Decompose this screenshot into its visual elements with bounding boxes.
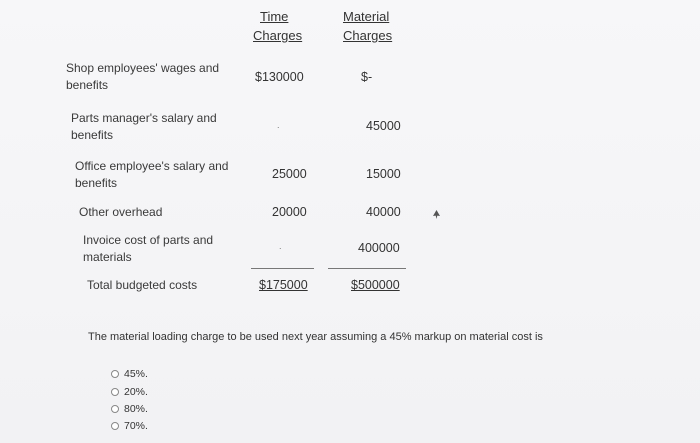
radio-button[interactable] xyxy=(111,405,119,413)
row-label-total: Total budgeted costs xyxy=(87,278,198,292)
material-header-line1: Material xyxy=(343,9,390,24)
row-label-line1: Invoice cost of parts and xyxy=(83,233,214,247)
row-label-line1: Office employee's salary and xyxy=(75,159,229,173)
material-value-shop-wages: $- xyxy=(361,70,373,84)
material-value-other-overhead: 40000 xyxy=(366,205,401,219)
radio-button[interactable] xyxy=(111,388,119,396)
time-value-parts-manager: . xyxy=(277,120,280,130)
choice-label: 80%. xyxy=(124,403,148,415)
choice-label: 70%. xyxy=(124,420,148,432)
time-value-office-employee: 25000 xyxy=(272,167,307,181)
row-label-line2: benefits xyxy=(66,78,109,92)
row-label-line2: materials xyxy=(83,250,132,264)
radio-button[interactable] xyxy=(111,370,119,378)
row-label-line1: Shop employees' wages and xyxy=(66,61,220,75)
choice-label: 20%. xyxy=(124,386,148,398)
time-value-invoice-cost: . xyxy=(279,241,282,251)
material-total-value: $500000 xyxy=(351,278,400,292)
row-label-line1: Other overhead xyxy=(79,205,163,219)
choice-20-percent[interactable] xyxy=(111,386,148,398)
row-label-line2: benefits xyxy=(75,176,118,190)
row-label-line1: Parts manager's salary and xyxy=(71,111,217,125)
choice-80-percent[interactable] xyxy=(111,403,148,415)
time-value-shop-wages: $130000 xyxy=(255,70,304,84)
material-value-parts-manager: 45000 xyxy=(366,119,401,133)
row-label-other-overhead xyxy=(79,204,244,221)
material-charges-header xyxy=(343,7,392,45)
row-label-invoice-cost xyxy=(83,232,248,266)
time-charges-header xyxy=(253,7,302,45)
material-header-line2: Charges xyxy=(343,28,393,43)
time-header-line1: Time xyxy=(260,9,289,24)
time-header-line2: Charges xyxy=(253,28,303,43)
choice-label: 45%. xyxy=(124,368,148,380)
radio-button[interactable] xyxy=(111,422,119,430)
row-label-parts-manager xyxy=(71,110,236,144)
time-total-rule xyxy=(251,268,314,269)
mouse-cursor-icon xyxy=(432,207,441,225)
choice-70-percent[interactable] xyxy=(111,420,148,432)
time-value-other-overhead: 20000 xyxy=(272,205,307,219)
time-total-value: $175000 xyxy=(259,278,308,292)
material-value-office-employee: 15000 xyxy=(366,167,401,181)
row-label-line2: benefits xyxy=(71,128,114,142)
row-label-shop-wages xyxy=(66,60,231,94)
material-total-rule xyxy=(328,268,406,269)
material-value-invoice-cost: 400000 xyxy=(358,241,400,255)
question-text: The material loading charge to be used next year assuming a 45% markup on material cost is xyxy=(88,331,543,343)
choice-45-percent[interactable] xyxy=(111,368,148,380)
row-label-office-employee xyxy=(75,158,240,192)
